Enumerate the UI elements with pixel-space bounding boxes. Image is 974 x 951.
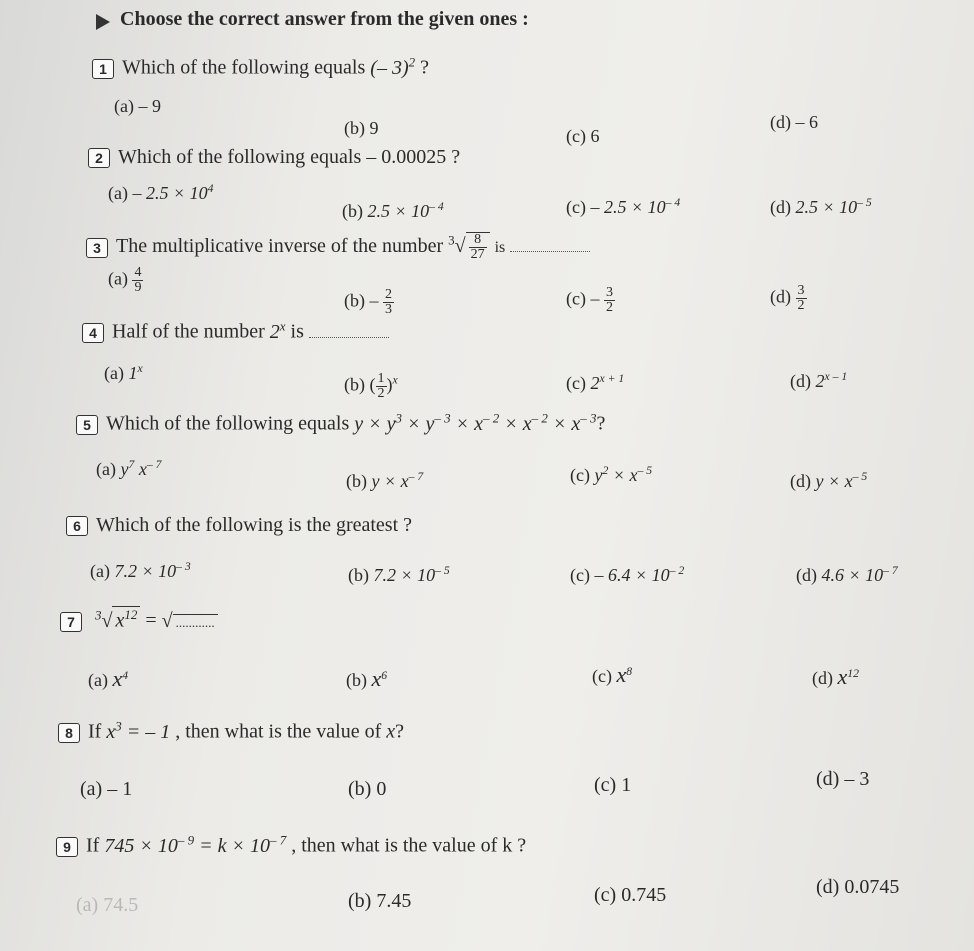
cube-root-expression: $^3$√ $x^{12}$: [95, 610, 140, 632]
cube-root-expression: $^3$√ $\frac{8}{27}$: [448, 235, 489, 257]
answer-blank: [510, 237, 590, 252]
option-a[interactable]: $(a) - 2.5 \times 10^4$: [108, 182, 214, 203]
option-d[interactable]: (d) $y \times x^{- 5}$: [790, 470, 868, 491]
question-expression: (– 3)$^2$: [370, 54, 416, 79]
question-number: 5: [76, 415, 98, 435]
question-text: Which of the following equals: [122, 56, 366, 79]
question-text: Which of the following is the greatest ?: [96, 514, 413, 536]
option-b[interactable]: (b) $y \times x^{- 7}$: [346, 470, 424, 491]
question-text: Half of the number: [112, 320, 265, 343]
option-c[interactable]: (c) 6: [566, 126, 600, 146]
option-a[interactable]: (a) 74.5: [76, 894, 139, 916]
option-a[interactable]: (a) $x^4$: [88, 666, 129, 691]
option-c[interactable]: (c) $x^8$: [592, 662, 633, 687]
question-4: 4 Half of the number 2$^x$ is: [82, 318, 389, 344]
question-number: 4: [82, 323, 104, 343]
option-d[interactable]: (d) $2.5 \times 10^{- 5}$: [770, 196, 872, 217]
option-d[interactable]: (d) – 6: [770, 112, 818, 132]
question-expression: $y \times y^3 \times y^{- 3} \times x^{- 2} \times x^{- 2} \times x^{- 3}$: [354, 410, 597, 435]
bullet-arrow-icon: [96, 14, 110, 30]
question-expression: $x^3$ = – 1: [106, 718, 171, 743]
question-6: [66, 514, 412, 537]
question-number: 8: [58, 723, 80, 743]
question-9: 9 If $745 \times 10^{- 9} = k \times 10^{- 7}$ , then what is the value of k ?: [56, 832, 526, 858]
option-b[interactable]: (b) $7.2 \times 10^{- 5}$: [348, 564, 450, 585]
question-number: 6: [66, 516, 88, 536]
question-3: 3 The multiplicative inverse of the number $^3$√ $\frac{8}{27}$ is: [86, 232, 590, 262]
option-a[interactable]: (a) – 1: [80, 778, 133, 800]
option-b[interactable]: (b) 0: [348, 778, 387, 800]
question-number: 2: [88, 148, 110, 168]
option-c[interactable]: (c) 1: [594, 774, 632, 796]
option-d[interactable]: (d) $\frac{3}{2}$: [770, 283, 805, 313]
question-text: Which of the following equals – 0.00025 ?: [118, 146, 461, 168]
question-expression: $745 \times 10^{- 9} = k \times 10^{- 7}$: [104, 832, 287, 857]
option-d[interactable]: (d) $4.6 \times 10^{- 7}$: [796, 564, 898, 585]
option-d[interactable]: (d) 0.0745: [816, 876, 900, 898]
option-b[interactable]: (b) ( $\frac{1}{2}$ )$^x$: [344, 371, 398, 401]
option-d[interactable]: (d) – 3: [816, 768, 870, 790]
option-a[interactable]: (a) – 9: [114, 96, 161, 116]
option-d[interactable]: (d) $x^{12}$: [812, 664, 859, 689]
option-c[interactable]: (c) 0.745: [594, 884, 667, 906]
option-c[interactable]: $(c) - 2.5 \times 10^{- 4}$: [566, 196, 681, 217]
option-c[interactable]: (c) – $\frac{3}{2}$: [566, 285, 613, 315]
option-c[interactable]: (c) $2^{x + 1}$: [566, 372, 625, 393]
option-b[interactable]: (b) $2.5 \times 10^{- 4}$: [342, 200, 444, 221]
option-b[interactable]: (b) – $\frac{2}{3}$: [344, 287, 392, 317]
question-2: [88, 146, 460, 169]
option-a[interactable]: (a) $\frac{4}{9}$: [108, 265, 142, 295]
option-c[interactable]: (c) $y^2 \times x^{- 5}$: [570, 464, 653, 485]
option-a[interactable]: (a) $y^7$ $x^{- 7}$: [96, 458, 162, 479]
option-b[interactable]: (b) 7.45: [348, 890, 412, 912]
question-1: 1 Which of the following equals (– 3)$^2$ ?: [92, 54, 429, 80]
question-7: 7 $^3$√ $x^{12}$ = √ ............: [60, 606, 218, 633]
question-number: 9: [56, 837, 78, 857]
question-text: Which of the following equals: [106, 412, 350, 435]
question-8: 8 If $x^3$ = – 1 , then what is the value of x?: [58, 718, 404, 744]
option-b[interactable]: (b) 9: [344, 118, 379, 138]
question-expression: 2$^x$: [269, 318, 286, 343]
section-header: Choose the correct answer from the given ones :: [120, 8, 529, 30]
option-d[interactable]: (d) 2$^{x - 1}$: [790, 370, 848, 391]
question-number: 1: [92, 59, 114, 79]
question-number: 3: [86, 238, 108, 258]
question-5: 5 Which of the following equals $y \times y^3 \times y^{- 3} \times x^{- 2} \times x^{- 2} \times x^{- 3}$?: [76, 410, 605, 436]
option-c[interactable]: $(c) - 6.4 \times 10^{- 2}$: [570, 564, 685, 585]
answer-blank: [309, 323, 389, 338]
option-b[interactable]: (b) $x^6$: [346, 666, 388, 691]
option-a[interactable]: (a) 1$^x$: [104, 362, 143, 383]
question-text: The multiplicative inverse of the number: [116, 235, 444, 258]
question-number: 7: [60, 612, 82, 632]
option-a[interactable]: (a) $7.2 \times 10^{- 3}$: [90, 560, 191, 581]
answer-blank: √ ............: [162, 610, 218, 632]
